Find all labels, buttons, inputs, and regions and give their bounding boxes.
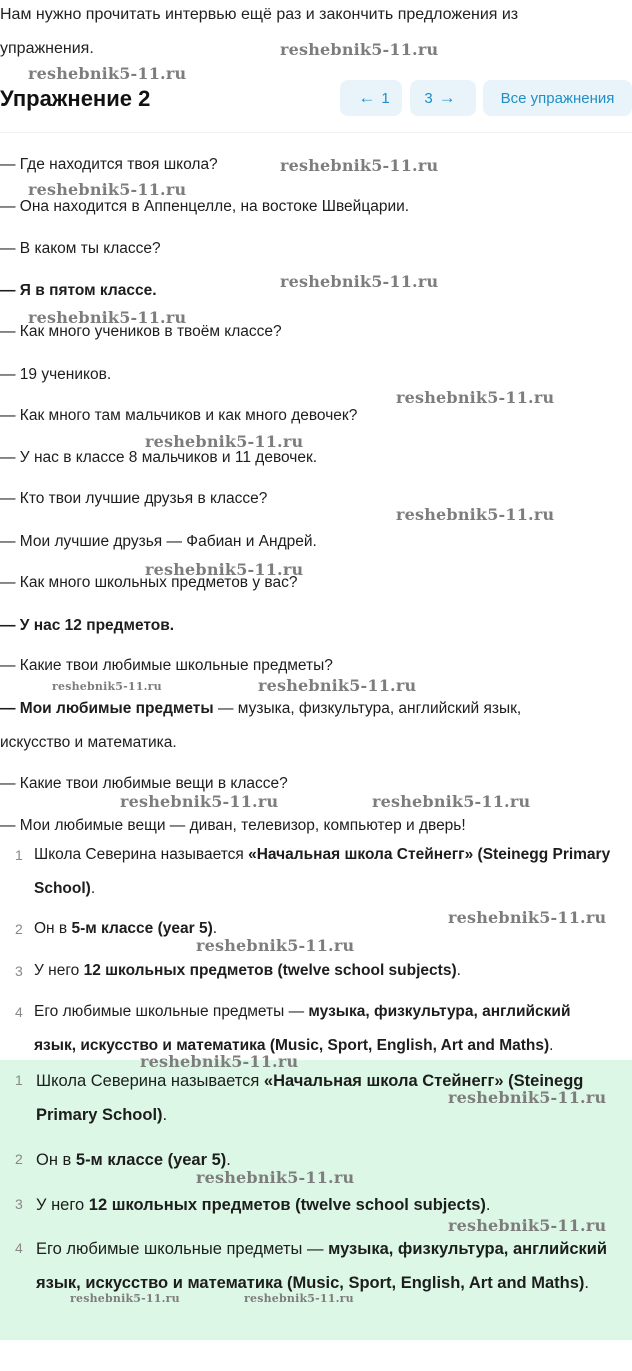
watermark: reshebnik5-11.ru [372, 792, 531, 811]
answer-part: Он в [34, 920, 72, 937]
all-exercises-button[interactable]: Все упражнения [483, 80, 632, 116]
answer-part: . [485, 1196, 491, 1214]
watermark: reshebnik5-11.ru [52, 680, 162, 693]
watermark: reshebnik5-11.ru [28, 180, 187, 199]
answer-bold: (twelve school subjects) [290, 1196, 486, 1214]
watermark: reshebnik5-11.ru [448, 908, 607, 927]
answer-number: 2 [15, 921, 23, 937]
watermark: reshebnik5-11.ru [70, 1292, 180, 1305]
dialogue-line [0, 700, 521, 718]
watermark: reshebnik5-11.ru [28, 308, 187, 327]
watermark: reshebnik5-11.ru [145, 432, 304, 451]
watermark: reshebnik5-11.ru [196, 1168, 355, 1187]
dialogue-line: — Какие твои любимые школьные предметы? [0, 657, 333, 674]
watermark: reshebnik5-11.ru [280, 40, 439, 59]
watermark: reshebnik5-11.ru [140, 1052, 299, 1071]
answer-part: . [226, 1151, 231, 1169]
dialogue-line: — У нас 12 предметов. [0, 617, 175, 634]
dialogue-line: — У нас в классе 8 мальчиков и 11 девочек. [0, 449, 318, 466]
dialogue-line: — В каком ты классе? [0, 240, 161, 257]
answer-bold: музыка, физкультура, английский язык, искусство и математика [36, 1240, 608, 1292]
watermark: reshebnik5-11.ru [280, 156, 439, 175]
answer-part: Он в [36, 1151, 76, 1169]
answer-part: . [90, 880, 96, 897]
dialogue-line: — Она находится в Аппенцелле, на востоке Швейцарии. [0, 198, 410, 215]
intro-line-2: упражнения. [0, 40, 94, 57]
arrow-left-icon: ← [358, 88, 376, 107]
dialogue-line: — Кто твои лучшие друзья в классе? [0, 490, 268, 507]
answer-bold: (year 5) [163, 1151, 227, 1169]
intro-line-1: Нам нужно прочитать интервью ещё раз и закончить предложения из [0, 6, 519, 23]
highlighted-answer-item [0, 1232, 632, 1334]
exercise-title: Упражнение 2 [0, 86, 151, 111]
answer-part: Школа Северина называется [34, 846, 249, 863]
divider [0, 132, 632, 133]
next-exercise-number: 3 [424, 89, 433, 107]
answer-part: . [456, 962, 461, 979]
answer-part: (Music, Sport, English, Art and Maths) [282, 1274, 585, 1292]
answer-part: . [549, 1037, 554, 1054]
watermark: reshebnik5-11.ru [448, 1216, 607, 1235]
answer-part: . [162, 1106, 168, 1124]
watermark: reshebnik5-11.ru [28, 64, 187, 83]
answer-item [0, 838, 632, 908]
answer-part: (Music, Sport, English, Art and Maths) [265, 1037, 550, 1054]
answer-bold: музыка, физкультура, английский язык, искусство и математика [34, 1003, 571, 1054]
watermark: reshebnik5-11.ru [145, 560, 304, 579]
answer-part: Школа Северина называется [36, 1072, 264, 1090]
watermark: reshebnik5-11.ru [396, 505, 555, 524]
answer-text [34, 995, 612, 1063]
answer-bold: (year 5) [153, 920, 213, 937]
answer-part: У него [36, 1196, 89, 1214]
answer-bold: 5-м классе [75, 1151, 163, 1169]
answer-bold: «Начальная школа Стейнегг» [248, 846, 474, 863]
answer-number: 3 [15, 1196, 23, 1212]
answer-number: 4 [15, 1004, 23, 1020]
dialogue-line: — Как много там мальчиков и как много девочек? [0, 407, 358, 424]
next-exercise-button[interactable] [410, 80, 476, 116]
answer-bold: (Steinegg Primary School) [34, 846, 611, 897]
answer-bold: (Steinegg Primary School) [36, 1072, 584, 1124]
answer-bold: 12 школьных предметов [83, 962, 274, 979]
prev-exercise-number: 1 [381, 89, 390, 107]
answer-part: Его любимые школьные предметы — [34, 1003, 309, 1020]
answer-part: . [584, 1274, 589, 1292]
dialogue-line: — Какие твои любимые вещи в классе? [0, 775, 288, 792]
answer-part: . [212, 920, 218, 937]
answer-item [0, 954, 632, 988]
arrow-right-icon: → [438, 88, 456, 107]
answer-text [36, 1232, 624, 1300]
answer-bold: 5-м классе [71, 920, 154, 937]
dialogue-line: — Где находится твоя школа? [0, 156, 218, 173]
answer-number: 1 [15, 1072, 23, 1088]
answer-bold: 12 школьных предметов [88, 1196, 291, 1214]
dialogue-line: искусство и математика. [0, 734, 177, 751]
dialogue-line: — Мои лучшие друзья — Фабиан и Андрей. [0, 533, 317, 550]
dialogue-line: — Мои любимые вещи — диван, телевизор, компьютер и дверь! [0, 817, 466, 834]
watermark: reshebnik5-11.ru [120, 792, 279, 811]
answer-item [0, 995, 632, 1063]
dialogue-bold: — Мои любимые предметы [0, 700, 214, 717]
dialogue-text: — музыка, физкультура, английский язык, [213, 700, 522, 717]
answer-bold: (twelve school subjects) [273, 962, 457, 979]
answer-text [34, 838, 612, 906]
answer-number: 1 [15, 847, 23, 863]
watermark: reshebnik5-11.ru [280, 272, 439, 291]
answer-part: Его любимые школьные предметы — [36, 1240, 329, 1258]
watermark: reshebnik5-11.ru [448, 1088, 607, 1107]
answer-part: У него [34, 962, 84, 979]
dialogue-line: — Я в пятом классе. [0, 282, 157, 299]
watermark: reshebnik5-11.ru [196, 936, 355, 955]
watermark: reshebnik5-11.ru [258, 676, 417, 695]
watermark: reshebnik5-11.ru [244, 1292, 354, 1305]
answer-number: 2 [15, 1151, 23, 1167]
answer-number: 3 [15, 963, 23, 979]
dialogue-line: — Как много школьных предметов у вас? [0, 574, 298, 591]
prev-exercise-button[interactable] [340, 80, 402, 116]
dialogue-line: — 19 учеников. [0, 366, 112, 383]
watermark: reshebnik5-11.ru [396, 388, 555, 407]
answer-text [34, 954, 612, 988]
answer-bold: «Начальная школа Стейнегг» [263, 1072, 504, 1090]
dialogue-line: — Как много учеников в твоём классе? [0, 323, 282, 340]
answer-number: 4 [15, 1240, 23, 1256]
